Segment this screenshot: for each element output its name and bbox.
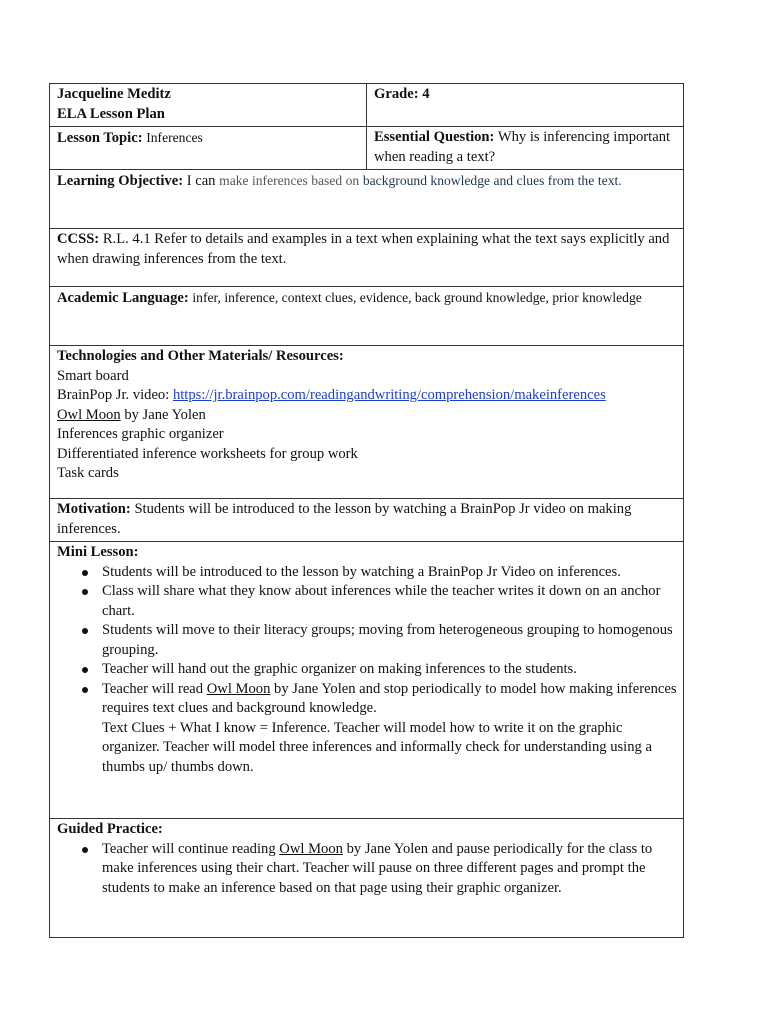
material-video [57,386,677,406]
guided-practice-row [50,819,684,938]
objective-tail: background knowledge and clues from the [362,173,595,188]
item5-post: by Jane Yolen and stop periodically to model how making inferences requires text clues and background knowledge. [102,680,677,716]
materials-cell [50,346,684,499]
guided-practice-label: Guided Practice: [57,821,163,837]
essential-question-text: Why is inferencing important when reading a text? [374,129,671,165]
essential-question-label: Essential Question: [374,129,495,145]
ccss-cell [50,229,684,287]
academic-language-text: infer, inference, context clues, evidence, back ground knowledge, prior knowledge [192,290,642,305]
lesson-plan-table [49,83,684,938]
topic-cell [50,127,367,170]
material-book [57,406,677,426]
academic-language-row [50,287,684,346]
mini-lesson-label: Mini Lesson: [57,544,139,560]
material-task-cards: Task cards [57,465,119,481]
material-organizer: Inferences graphic organizer [57,426,224,442]
guided-item-pre: Teacher will continue reading [102,840,276,857]
mini-lesson-cell [50,542,684,819]
objective-end: text. [597,173,622,188]
objective-row [50,170,684,229]
objective-label: Learning Objective: [57,173,184,189]
plan-title: ELA Lesson Plan [57,105,165,122]
item5-extra: Text Clues + What I know = Inference. Teacher will model how to write it on the graphic organizer. Teacher will model three inferences and informally check for understanding using a thumbs up/ thumbs down. [102,719,652,775]
grade-cell [367,84,684,127]
video-link[interactable]: https://jr.brainpop.com/readingandwriting/comprehension/makeinferences [172,387,606,403]
mini-lesson-row [50,542,684,819]
list-item: Students will be introduced to the lesson by watching a BrainPop Jr Video on inferences. [82,563,677,583]
topic-value: Inferences [146,130,203,145]
header-row [50,84,684,127]
motivation-row [50,499,684,542]
mini-lesson-list [57,563,677,778]
book-title: Owl Moon [57,406,121,423]
material-smart-board: Smart board [57,367,129,384]
teacher-cell [50,84,367,127]
topic-row [50,127,684,170]
ccss-row [50,229,684,287]
guided-item-post: by Jane Yolen and pause periodically for the class to make inferences using their chart. Teacher will pause on three different pages and prompt the students to make an inference based on that page using their graphic organizer. [102,840,653,896]
material-video-label: BrainPop Jr. video: [57,387,170,403]
objective-mid: make inferences based on [219,173,360,188]
teacher-name: Jacqueline Meditz [57,86,171,102]
list-item: Teacher will hand out the graphic organizer on making inferences to the students. [82,660,677,680]
academic-language-label: Academic Language: [57,290,189,306]
material-worksheets: Differentiated inference worksheets for group work [57,445,358,462]
guided-practice-list [57,840,677,899]
item5-pre: Teacher will read [102,680,204,697]
book-author: by Jane Yolen [124,406,206,423]
ccss-label: CCSS: [57,231,100,247]
essential-question-cell [367,127,684,170]
objective-lead: I can [186,173,216,189]
materials-row [50,346,684,499]
list-item: Students will move to their literacy groups; moving from heterogeneous grouping to homogenous grouping. [82,621,677,660]
list-item [82,680,677,778]
ccss-text: R.L. 4.1 Refer to details and examples in a text when explaining what the text says explicitly and when drawing inferences from the text. [57,231,670,267]
grade-label: Grade: 4 [374,86,430,102]
motivation-label: Motivation: [57,501,131,517]
objective-cell [50,170,684,229]
list-item [82,840,677,899]
materials-label: Technologies and Other Materials/ Resources: [57,348,344,364]
motivation-text: Students will be introduced to the lesson by watching a BrainPop Jr video on making inferences. [57,501,632,537]
topic-label: Lesson Topic: [57,130,143,146]
academic-language-cell [50,287,684,346]
list-item: Class will share what they know about inferences while the teacher writes it down on an anchor chart. [82,582,677,621]
guided-practice-cell [50,819,684,938]
motivation-cell [50,499,684,542]
item5-book-title: Owl Moon [206,680,271,697]
guided-item-book-title: Owl Moon [279,840,343,857]
